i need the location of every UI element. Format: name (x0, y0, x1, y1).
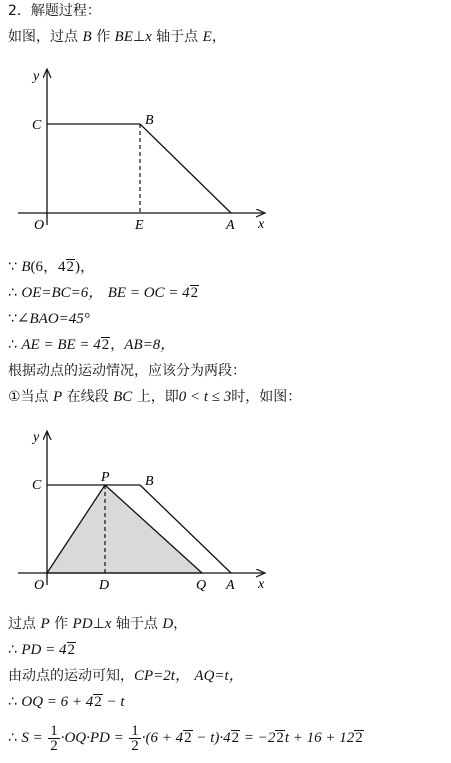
fraction-1-denominator: 2 (50, 737, 58, 754)
step-1-coord-close: )， (75, 259, 96, 275)
step-3 (8, 310, 90, 328)
step-4-root: 2 (101, 337, 110, 353)
post-1-perp: ⊥ (92, 616, 105, 632)
case-1-suffix: 时，如图： (231, 389, 302, 405)
intro-x: x (145, 29, 152, 45)
analysis-line: 根据动点的运动情况，应该分为两段： (8, 363, 246, 379)
post-2-root: 2 (67, 642, 75, 658)
case-1-mid: 在线段 (62, 389, 114, 405)
fig2-shaded-triangle-opq (47, 485, 202, 573)
fig2-label-p: P (101, 470, 110, 485)
post-5-mid-1: ·OQ·PD = (60, 730, 124, 746)
fig1-segment-ba (140, 124, 231, 213)
post-4-text-1: OQ = 6 + 4 (21, 694, 94, 710)
step-4-text-2: ， (110, 337, 125, 353)
fig2-label-a: A (226, 578, 235, 593)
post-5-symbol: ∴ (8, 730, 17, 746)
step-4-text-3: AB=8， (124, 337, 176, 353)
step-2 (8, 284, 199, 302)
post-5-root-3: 2 (276, 730, 284, 746)
post-5-mid-3: − t)·4 (192, 730, 231, 746)
intro-seg-be: BE (114, 29, 133, 45)
post-line-5 (8, 722, 364, 754)
step-2-root: 2 (190, 285, 199, 301)
post-2-text: PD = 4 (21, 642, 67, 658)
step-1-coord-open: (6，4 (30, 259, 66, 275)
fraction-2-denominator: 2 (131, 737, 139, 754)
case-1-marker: ①当点 (8, 389, 54, 405)
intro-point-e: E (202, 29, 212, 45)
post-line-1 (8, 615, 187, 633)
post-4-root: 2 (94, 694, 102, 710)
post-1-x: x (104, 616, 112, 632)
post-2-symbol: ∴ (8, 642, 17, 658)
post-3-aq: AQ=t， (194, 668, 244, 684)
post-1-point-d: D (162, 616, 174, 632)
intro-point-b: B (82, 29, 92, 45)
fig1-label-b: B (145, 113, 154, 128)
post-4-symbol: ∴ (8, 694, 17, 710)
post-1-suffix: 轴于点 (111, 616, 163, 632)
intro-mid: 作 (91, 29, 115, 45)
fig1-label-c: C (32, 118, 42, 133)
post-4-text-2: − t (102, 694, 125, 710)
post-5-root-2: 2 (231, 730, 240, 746)
post-5-s: S = (21, 730, 43, 746)
post-3-cp: CP=2t， (134, 668, 190, 684)
fraction-half-2 (129, 724, 141, 753)
intro-suffix: 轴于点 (151, 29, 203, 45)
post-line-2 (8, 641, 76, 659)
fig2-label-o: O (34, 578, 45, 593)
fraction-1-numerator: 1 (50, 722, 58, 739)
post-5-mid-2: ·(6 + 4 (141, 730, 184, 746)
fig2-label-q: Q (196, 578, 207, 593)
step-1 (8, 258, 95, 276)
step-2-symbol: ∴ (8, 285, 17, 301)
case-1-seg-bc: BC (113, 389, 133, 405)
intro-perp: ⊥ (132, 29, 146, 45)
step-1-root: 2 (66, 259, 75, 275)
fig2-label-b: B (145, 474, 154, 489)
step-2-text-2: BE = OC = 4 (107, 285, 190, 301)
step-4-text-1: AE = BE = 4 (21, 337, 101, 353)
fig2-label-c: C (32, 478, 42, 493)
figure-2 (0, 420, 451, 600)
intro-prefix: 如图，过点 (8, 29, 83, 45)
step-4 (8, 336, 175, 354)
case-1-range: 0 < t ≤ 3 (178, 389, 232, 405)
post-1-point-p: P (40, 616, 50, 632)
intro-comma: ， (211, 29, 226, 45)
fig1-label-y: y (33, 69, 40, 84)
fraction-half-1 (48, 724, 60, 753)
fig1-label-e: E (135, 218, 144, 233)
post-line-3 (8, 667, 244, 685)
step-1-point: B (21, 259, 31, 275)
post-1-mid: 作 (49, 616, 73, 632)
step-4-symbol: ∴ (8, 337, 17, 353)
heading: 2．解题过程： (8, 3, 101, 19)
step-3-text: ∠BAO=45° (16, 311, 90, 327)
post-5-mid-5: t + 16 + 12 (284, 730, 355, 746)
post-1-seg-pd: PD (72, 616, 93, 632)
post-1-prefix: 过点 (8, 616, 41, 632)
fig2-label-x: x (258, 577, 265, 592)
fraction-2-numerator: 1 (131, 722, 139, 739)
fig1-label-o: O (34, 218, 45, 233)
case-1-point-p: P (53, 389, 63, 405)
step-2-text-1: OE=BC=6， (21, 285, 104, 301)
post-5-root-1: 2 (184, 730, 192, 746)
fig2-label-d: D (99, 578, 110, 593)
intro-line (8, 28, 226, 46)
post-1-comma: ， (173, 616, 188, 632)
figure-1 (0, 60, 451, 240)
case-1-line (8, 388, 301, 406)
step-3-symbol: ∵ (8, 311, 17, 327)
post-5-root-4: 2 (355, 730, 363, 746)
case-1-mid-2: 上，即 (132, 389, 179, 405)
post-5-mid-4: = −2 (240, 730, 276, 746)
step-1-symbol: ∵ (8, 259, 17, 275)
fig1-label-x: x (258, 217, 265, 232)
post-line-4 (8, 693, 125, 711)
fig1-label-a: A (226, 218, 235, 233)
fig2-label-y: y (33, 430, 40, 445)
post-3-prefix: 由动点的运动可知， (8, 668, 134, 684)
